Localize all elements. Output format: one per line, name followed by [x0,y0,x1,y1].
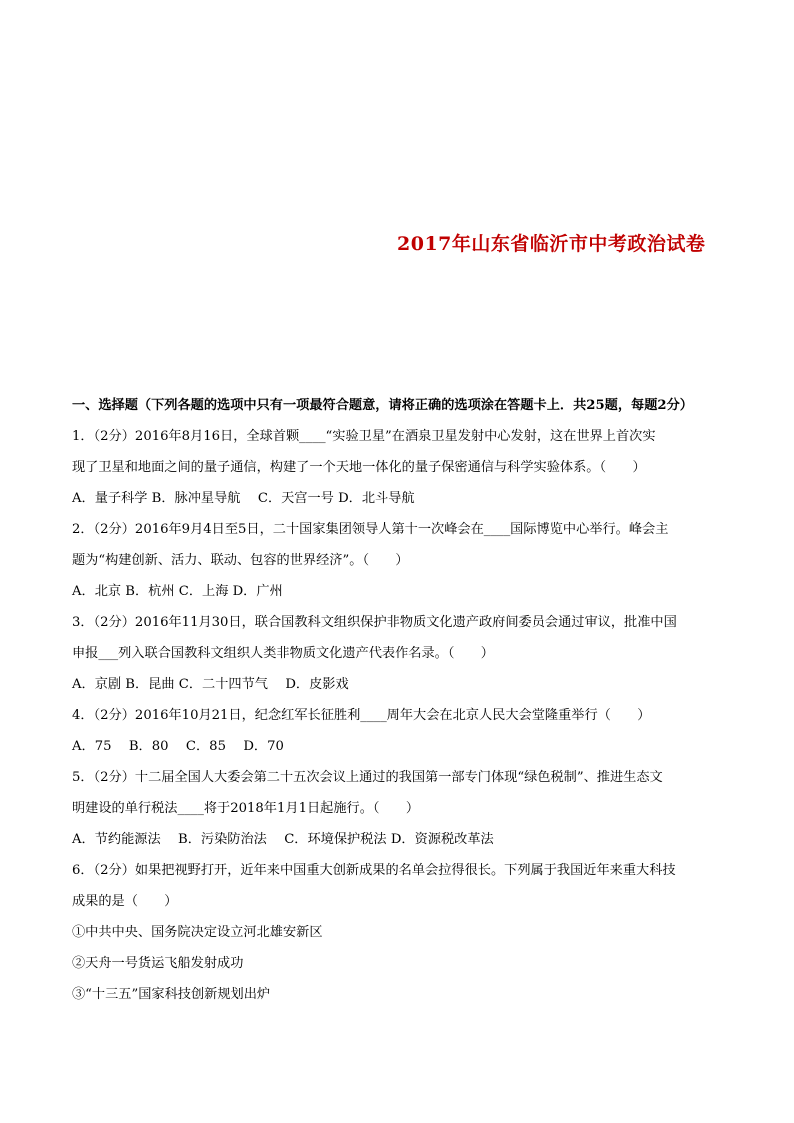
question-item: ③“十三五”国家科技创新规划出炉 [72,987,271,1002]
question-item: ①中共中央、国务院决定设立河北雄安新区 [72,925,323,940]
question-text-line: 成果的是（ ） [72,894,178,909]
exam-content [72,390,732,1010]
question-options: A．量子科学 B．脉冲星导航 C．天宫一号 D．北斗导航 [72,491,415,506]
section-header: 一、选择题（下列各题的选项中只有一项最符合题意，请将正确的选项涂在答题卡上．共25题，每题2分） [72,398,693,413]
question-text-line: 2．（2分）2016年9月4日至5日，二十国家集团领导人第十一次峰会在____国际博览中心举行。峰会主 [72,522,669,537]
question-options: A．节约能源法 B．污染防治法 C．环境保护税法 D．资源税改革法 [72,832,494,847]
question-text-line: 5．（2分）十二届全国人大委会第二十五次会议上通过的我国第一部专门体现“绿色税制”、推进生态文 [72,770,663,785]
question-2 [72,514,732,607]
question-text-line: 6．（2分）如果把视野打开，近年来中国重大创新成果的名单会拉得很长。下列属于我国近年来重大科技 [72,863,676,878]
question-text-line: 明建设的单行税法____将于2018年1月1日起施行。（ ） [72,801,420,816]
question-text-line: 申报___列入联合国教科文组织人类非物质文化遗产代表作名录。（ ） [72,646,494,661]
question-text-line: 4．（2分）2016年10月21日，纪念红军长征胜利____周年大会在北京人民大会堂隆重举行（ ） [72,708,651,723]
page-title: 2017年山东省临沂市中考政治试卷 [397,233,706,255]
question-3 [72,607,732,700]
question-4 [72,700,732,762]
question-text-line: 现了卫星和地面之间的量子通信，构建了一个天地一体化的量子保密通信与科学实验体系。（ ） [72,460,646,475]
question-6 [72,855,732,1010]
question-options: A．北京 B．杭州 C．上海 D．广州 [72,584,283,599]
question-item: ②天舟一号货运飞船发射成功 [72,956,244,971]
question-options: A．75 B．80 C．85 D．70 [72,739,284,754]
question-options: A．京剧 B．昆曲 C．二十四节气 D．皮影戏 [72,677,349,692]
question-text-line: 3．（2分）2016年11月30日，联合国教科文组织保护非物质文化遗产政府间委员会通过审议，批准中国 [72,615,677,630]
question-5 [72,762,732,855]
question-text-line: 1．（2分）2016年8月16日，全球首颗____“实验卫星”在酒泉卫星发射中心发射，这在世界上首次实 [72,429,656,444]
question-text-line: 题为“构建创新、活力、联动、包容的世界经济”。（ ） [72,553,409,568]
question-1 [72,421,732,514]
